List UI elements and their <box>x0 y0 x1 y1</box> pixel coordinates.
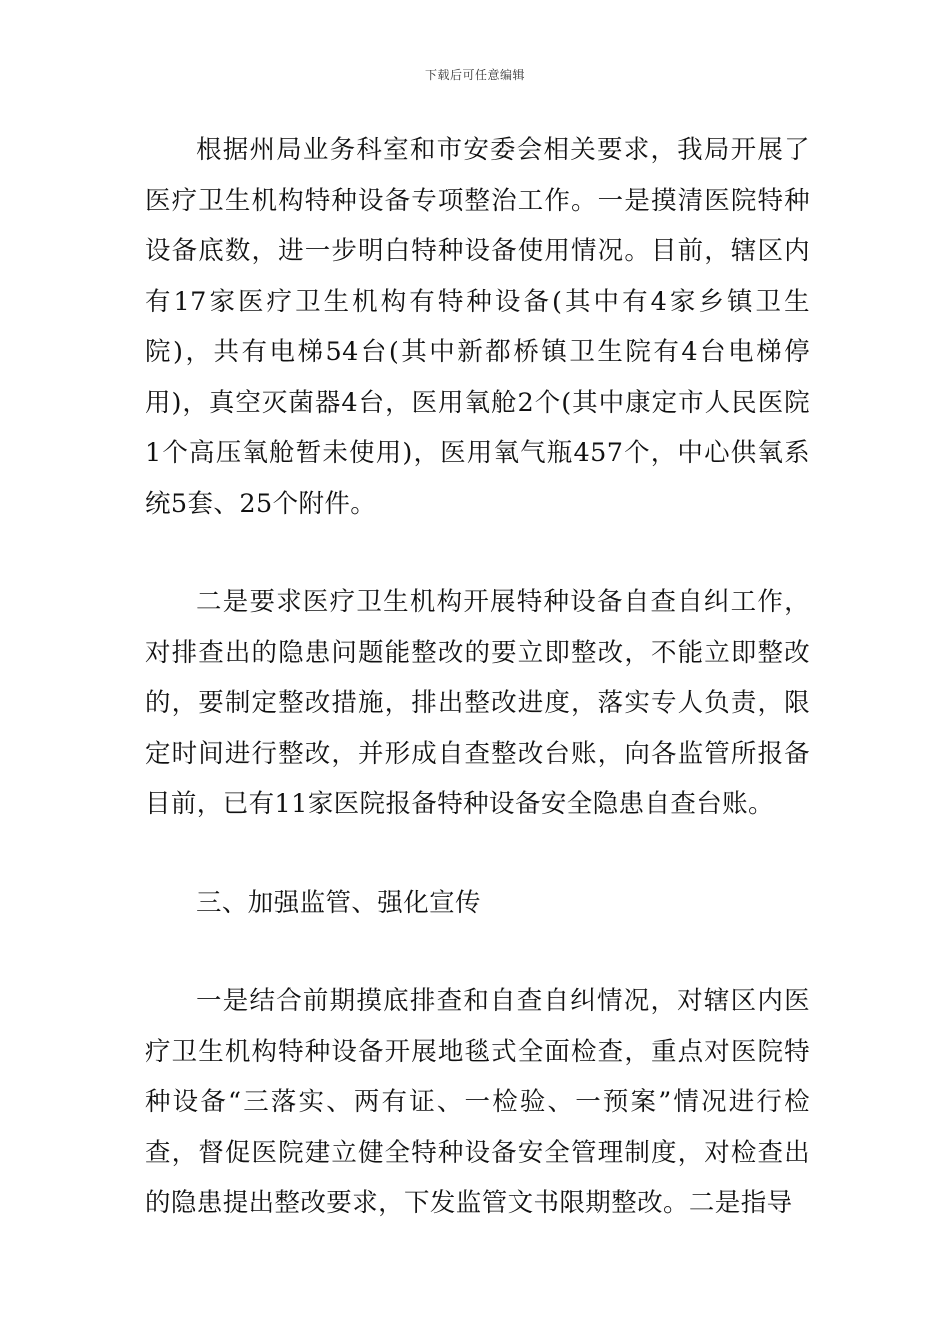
paragraph-spacer <box>145 529 810 577</box>
section-heading-supervision: 三、加强监管、强化宣传 <box>196 887 481 918</box>
page-header: 下载后可任意编辑 <box>424 68 525 82</box>
paragraph-comprehensive-inspection: 一是结合前期摸底排查和自查自纠情况，对辖区内医疗卫生机构特种设备开展地毯式全面检查，重点对医院特种设备“三落实、两有证、一检验、一预案”情况进行检查，督促医院建立健全特种设备安全管理制度，对检查出的隐患提出整改要求，下发监管文书限期整改。二是指导 <box>145 986 810 1218</box>
paragraph-special-equipment-survey: 根据州局业务科室和市安委会相关要求，我局开展了医疗卫生机构特种设备专项整治工作。一是摸清医院特种设备底数，进一步明白特种设备使用情况。目前，辖区内有17家医疗卫生机构有特种设备(其中有4家乡镇卫生院)，共有电梯54台(其中新都桥镇卫生院有4台电梯停用)，真空灭菌器4台，医用氧舱2个(其中康定市人民医院1个高压氧舱暂未使用)，医用氧气瓶457个，中心供氧系统5套、25个附件。 <box>145 135 810 519</box>
paragraph-spacer <box>145 830 810 878</box>
paragraph-spacer <box>145 928 810 976</box>
paragraph-self-inspection: 二是要求医疗卫生机构开展特种设备自查自纠工作，对排查出的隐患问题能整改的要立即整改，不能立即整改的，要制定整改措施，排出整改进度，落实专人负责，限定时间进行整改，并形成自查整改台账，向各监管所报备目前，已有11家医院报备特种设备安全隐患自查台账。 <box>145 587 810 819</box>
document-body <box>145 125 810 1229</box>
